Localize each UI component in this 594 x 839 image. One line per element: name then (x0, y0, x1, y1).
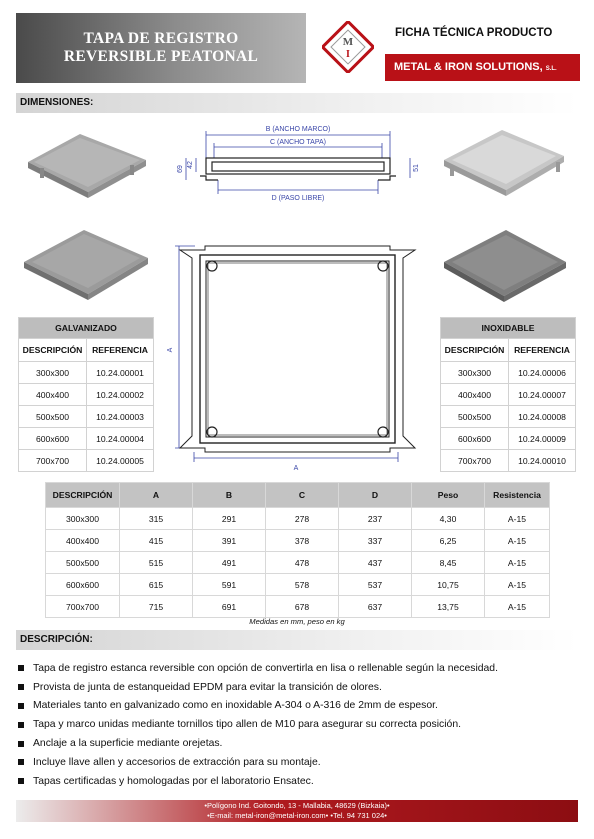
product-title-line2: REVERSIBLE PEATONAL (63, 48, 259, 65)
dim-label-42: 42 (187, 161, 194, 169)
units-note: Medidas en mm, peso en kg (249, 617, 345, 626)
table-row: 400x400 415 391 378 337 6,25 A-15 (46, 530, 550, 552)
technical-drawing (160, 118, 435, 478)
dim-label-b: B (ANCHO MARCO) (265, 126, 331, 133)
dim-label-69: 69 (177, 165, 184, 173)
product-title-line1: TAPA DE REGISTRO (83, 30, 239, 47)
bullet-square-icon (18, 759, 24, 765)
galvanized-cover-photo-top (18, 120, 153, 210)
table-row: 400x400 10.24.00002 (19, 384, 154, 406)
galvanized-col-desc: DESCRIPCIÓN (19, 339, 87, 362)
dim-label-a-horizontal: A (293, 465, 299, 472)
list-item: Anclaje a la superficie mediante orejetas. (18, 734, 498, 753)
table-row: 700x700 10.24.00010 (441, 450, 576, 472)
dim-label-c: C (ANCHO TAPA) (269, 139, 327, 146)
bullet-square-icon (18, 703, 24, 709)
company-logo-icon (322, 21, 374, 73)
sheet-title: FICHA TÉCNICA PRODUCTO (395, 27, 553, 39)
stainless-table (440, 317, 576, 472)
galvanized-col-ref: REFERENCIA (87, 339, 154, 362)
stainless-title: INOXIDABLE (441, 318, 576, 339)
dimensions-table (45, 482, 550, 618)
dimensions-section-bar: DIMENSIONES: (16, 93, 578, 113)
galvanized-title: GALVANIZADO (19, 318, 154, 339)
bullet-square-icon (18, 722, 24, 728)
table-row: 300x300 10.24.00001 (19, 362, 154, 384)
bullet-square-icon (18, 741, 24, 747)
galvanized-table (18, 317, 154, 472)
list-item: Incluye llave allen y accesorios de extracción para su montaje. (18, 753, 498, 772)
table-row: 500x500 10.24.00008 (441, 406, 576, 428)
bullet-square-icon (18, 684, 24, 690)
company-name: METAL & IRON SOLUTIONS, (394, 61, 543, 73)
product-title-box (16, 13, 306, 83)
table-row: 600x600 615 591 578 537 10,75 A-15 (46, 574, 550, 596)
list-item: Materiales tanto en galvanizado como en inoxidable A-304 o A-316 de 2mm de espesor. (18, 697, 498, 716)
description-section-bar: DESCRIPCIÓN: (16, 630, 578, 650)
galvanized-cover-photo-bottom (18, 218, 153, 308)
table-row: 500x500 10.24.00003 (19, 406, 154, 428)
bullet-square-icon (18, 665, 24, 671)
company-suffix: S.L. (545, 66, 557, 72)
stainless-col-desc: DESCRIPCIÓN (441, 339, 509, 362)
table-row: 700x700 10.24.00005 (19, 450, 154, 472)
bullet-square-icon (18, 778, 24, 784)
svg-text:M: M (342, 36, 354, 48)
table-row: 700x700 715 691 678 637 13,75 A-15 (46, 596, 550, 618)
table-row: 300x300 10.24.00006 (441, 362, 576, 384)
footer-address: •Polígono Ind. Goitondo, 13 - Mallabia, 48629 (Bizkaia)• (204, 801, 390, 810)
list-item: Provista de junta de estanqueidad EPDM para evitar la transición de olores. (18, 678, 498, 697)
list-item: Tapa de registro estanca reversible con opción de convertirla en lisa o rellenable según la necesidad. (18, 659, 498, 678)
dim-label-51: 51 (413, 164, 420, 172)
stainless-cover-photo-bottom (436, 218, 571, 308)
table-row: 600x600 10.24.00009 (441, 428, 576, 450)
table-row: 300x300 315 291 278 237 4,30 A-15 (46, 508, 550, 530)
footer-contact: •E-mail: metal-iron@metal-iron.com• •Tel. 94 731 024• (207, 811, 387, 820)
footer (16, 800, 578, 822)
dim-label-d: D (PASO LIBRE) (271, 195, 325, 202)
list-item: Tapa y marco unidas mediante tornillos tipo allen de M10 para asegurar su correcta posición. (18, 715, 498, 734)
table-row: 600x600 10.24.00004 (19, 428, 154, 450)
table-header-row: DESCRIPCIÓN A B C D Peso Resistencia (46, 483, 550, 508)
list-item: Tapas certificadas y homologadas por el laboratorio Ensatec. (18, 772, 498, 791)
svg-text:I: I (346, 49, 350, 60)
stainless-col-ref: REFERENCIA (509, 339, 576, 362)
table-row: 500x500 515 491 478 437 8,45 A-15 (46, 552, 550, 574)
dim-label-a-vertical: A (167, 347, 174, 353)
description-list (18, 659, 498, 791)
table-row: 400x400 10.24.00007 (441, 384, 576, 406)
stainless-cover-photo-top (436, 120, 571, 210)
company-banner (385, 54, 580, 81)
